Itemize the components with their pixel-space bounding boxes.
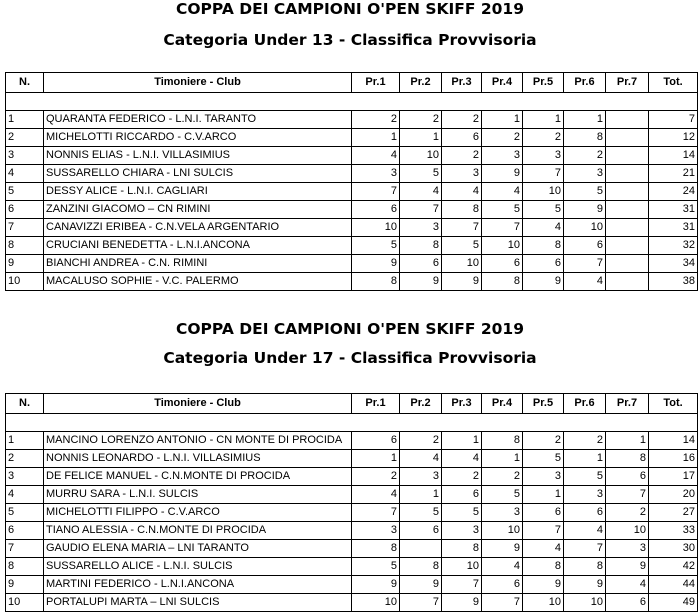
race-score-cell: 8	[564, 129, 606, 147]
race-score-cell: 5	[564, 183, 606, 201]
race-score-cell: 5	[442, 237, 482, 255]
race-score-cell: 8	[352, 273, 400, 291]
column-header: Timoniere - Club	[44, 394, 352, 414]
race-score-cell: 6	[352, 432, 400, 450]
race-score-cell: 4	[400, 183, 442, 201]
table-row	[6, 432, 698, 450]
race-score-cell: 8	[442, 201, 482, 219]
table-row	[6, 237, 698, 255]
sailor-club-cell: CANAVIZZI ERIBEA - C.N.VELA ARGENTARIO	[44, 219, 352, 237]
race-score-cell: 7	[482, 219, 523, 237]
rank-cell: 6	[6, 522, 44, 540]
race-score-cell: 8	[352, 540, 400, 558]
race-score-cell: 3	[482, 504, 523, 522]
table-row	[6, 165, 698, 183]
rank-cell: 2	[6, 450, 44, 468]
race-score-cell: 5	[442, 504, 482, 522]
race-score-cell: 6	[482, 576, 523, 594]
sailor-club-cell: MANCINO LORENZO ANTONIO - CN MONTE DI PROCIDA	[44, 432, 352, 450]
race-score-cell: 4	[482, 183, 523, 201]
race-score-cell: 1	[482, 450, 523, 468]
table-row	[6, 540, 698, 558]
race-score-cell: 1	[523, 486, 564, 504]
race-score-cell: 3	[482, 147, 523, 165]
race-score-cell: 10	[442, 255, 482, 273]
sailor-club-cell: SUSSARELLO CHIARA - LNI SULCIS	[44, 165, 352, 183]
race-score-cell	[606, 147, 649, 165]
sailor-club-cell: GAUDIO ELENA MARIA – LNI TARANTO	[44, 540, 352, 558]
total-cell: 30	[649, 540, 698, 558]
table-row	[6, 111, 698, 129]
rank-cell: 2	[6, 129, 44, 147]
race-score-cell: 3	[442, 165, 482, 183]
race-score-cell: 6	[482, 255, 523, 273]
sailor-club-cell: MICHELOTTI FILIPPO - C.V.ARCO	[44, 504, 352, 522]
race-score-cell: 6	[523, 504, 564, 522]
race-score-cell: 1	[606, 432, 649, 450]
race-score-cell: 3	[352, 165, 400, 183]
rank-cell: 3	[6, 468, 44, 486]
race-score-cell: 7	[523, 165, 564, 183]
race-score-cell: 2	[564, 432, 606, 450]
rank-cell: 9	[6, 255, 44, 273]
rank-cell: 4	[6, 165, 44, 183]
u17-title: COPPA DEI CAMPIONI O'PEN SKIFF 2019	[176, 320, 524, 338]
table-row	[6, 255, 698, 273]
sailor-club-cell: MACALUSO SOPHIE - V.C. PALERMO	[44, 273, 352, 291]
column-header: Timoniere - Club	[44, 73, 352, 93]
sailor-club-cell: DE FELICE MANUEL - C.N.MONTE DI PROCIDA	[44, 468, 352, 486]
rank-cell: 10	[6, 273, 44, 291]
column-header: Pr.6	[564, 394, 606, 414]
table-row	[6, 201, 698, 219]
rank-cell: 8	[6, 237, 44, 255]
race-score-cell: 4	[564, 522, 606, 540]
race-score-cell: 8	[564, 558, 606, 576]
race-score-cell: 10	[482, 522, 523, 540]
race-score-cell: 7	[442, 576, 482, 594]
total-cell: 17	[649, 468, 698, 486]
total-cell: 20	[649, 486, 698, 504]
race-score-cell: 9	[442, 594, 482, 612]
race-score-cell: 7	[442, 219, 482, 237]
race-score-cell: 9	[606, 558, 649, 576]
race-score-cell: 6	[442, 129, 482, 147]
rank-cell: 3	[6, 147, 44, 165]
total-cell: 31	[649, 219, 698, 237]
table-row	[6, 504, 698, 522]
race-score-cell: 1	[400, 486, 442, 504]
race-score-cell: 7	[523, 522, 564, 540]
total-cell: 21	[649, 165, 698, 183]
race-score-cell: 2	[442, 147, 482, 165]
race-score-cell	[606, 219, 649, 237]
total-cell: 34	[649, 255, 698, 273]
race-score-cell: 4	[482, 558, 523, 576]
race-score-cell: 10	[564, 219, 606, 237]
race-score-cell: 7	[482, 594, 523, 612]
race-score-cell: 9	[523, 273, 564, 291]
column-header: Pr.7	[606, 394, 649, 414]
race-score-cell: 4	[442, 183, 482, 201]
race-score-cell: 10	[606, 522, 649, 540]
race-score-cell: 3	[564, 486, 606, 504]
race-score-cell: 9	[564, 576, 606, 594]
sailor-club-cell: ZANZINI GIACOMO – CN RIMINI	[44, 201, 352, 219]
race-score-cell: 3	[400, 219, 442, 237]
race-score-cell: 1	[564, 111, 606, 129]
race-score-cell: 6	[352, 201, 400, 219]
race-score-cell: 2	[523, 432, 564, 450]
total-cell: 42	[649, 558, 698, 576]
race-score-cell: 7	[564, 540, 606, 558]
table-row	[6, 219, 698, 237]
column-header: N.	[6, 394, 44, 414]
race-score-cell: 10	[352, 594, 400, 612]
race-score-cell: 4	[352, 486, 400, 504]
race-score-cell: 2	[352, 111, 400, 129]
race-score-cell: 9	[523, 576, 564, 594]
column-header: Pr.1	[352, 394, 400, 414]
race-score-cell: 2	[400, 111, 442, 129]
total-cell: 31	[649, 201, 698, 219]
table-row	[6, 273, 698, 291]
table-row	[6, 594, 698, 612]
u13-results-table	[5, 72, 698, 291]
race-score-cell: 4	[523, 219, 564, 237]
column-header: Pr.5	[523, 394, 564, 414]
race-score-cell: 3	[523, 147, 564, 165]
sailor-club-cell: NONNIS LEONARDO - L.N.I. VILLASIMIUS	[44, 450, 352, 468]
race-score-cell: 8	[523, 237, 564, 255]
race-score-cell: 3	[564, 165, 606, 183]
sailor-club-cell: TIANO ALESSIA - C.N.MONTE DI PROCIDA	[44, 522, 352, 540]
u13-title: COPPA DEI CAMPIONI O'PEN SKIFF 2019	[176, 0, 524, 18]
rank-cell: 4	[6, 486, 44, 504]
race-score-cell: 7	[606, 486, 649, 504]
race-score-cell: 8	[523, 558, 564, 576]
race-score-cell	[606, 255, 649, 273]
sailor-club-cell: CRUCIANI BENEDETTA - L.N.I.ANCONA	[44, 237, 352, 255]
rank-cell: 8	[6, 558, 44, 576]
race-score-cell: 6	[442, 486, 482, 504]
sailor-club-cell: MURRU SARA - L.N.I. SULCIS	[44, 486, 352, 504]
race-score-cell: 3	[606, 540, 649, 558]
rank-cell: 6	[6, 201, 44, 219]
total-cell: 24	[649, 183, 698, 201]
race-score-cell: 2	[400, 432, 442, 450]
column-header: Pr.5	[523, 73, 564, 93]
column-header: Pr.4	[482, 394, 523, 414]
race-score-cell: 9	[352, 255, 400, 273]
race-score-cell: 9	[482, 165, 523, 183]
race-score-cell: 5	[482, 201, 523, 219]
u13-subtitle: Categoria Under 13 - Classifica Provvisoria	[163, 31, 537, 49]
race-score-cell: 1	[400, 129, 442, 147]
race-score-cell: 9	[400, 576, 442, 594]
race-score-cell: 2	[564, 147, 606, 165]
sailor-club-cell: SUSSARELLO ALICE - L.N.I. SULCIS	[44, 558, 352, 576]
table-row	[6, 147, 698, 165]
race-score-cell	[606, 129, 649, 147]
race-score-cell: 1	[564, 450, 606, 468]
header-gap	[6, 93, 698, 111]
column-header: Pr.6	[564, 73, 606, 93]
race-score-cell: 7	[352, 183, 400, 201]
race-score-cell: 8	[482, 273, 523, 291]
sailor-club-cell: DESSY ALICE - L.N.I. CAGLIARI	[44, 183, 352, 201]
race-score-cell: 4	[400, 450, 442, 468]
column-header: Pr.3	[442, 394, 482, 414]
column-header: Tot.	[649, 73, 698, 93]
race-score-cell: 1	[352, 450, 400, 468]
race-score-cell	[606, 165, 649, 183]
race-score-cell: 8	[482, 432, 523, 450]
race-score-cell	[606, 201, 649, 219]
race-score-cell: 1	[523, 111, 564, 129]
race-score-cell	[606, 183, 649, 201]
race-score-cell: 9	[352, 576, 400, 594]
race-score-cell: 5	[352, 558, 400, 576]
table-row	[6, 522, 698, 540]
race-score-cell: 5	[564, 468, 606, 486]
total-cell: 14	[649, 432, 698, 450]
column-header: Pr.4	[482, 73, 523, 93]
race-score-cell: 6	[564, 504, 606, 522]
race-score-cell: 4	[564, 273, 606, 291]
race-score-cell: 10	[352, 219, 400, 237]
race-score-cell: 8	[442, 540, 482, 558]
total-cell: 14	[649, 147, 698, 165]
column-header: Pr.1	[352, 73, 400, 93]
race-score-cell: 6	[564, 237, 606, 255]
race-score-cell: 10	[523, 183, 564, 201]
race-score-cell: 2	[442, 468, 482, 486]
u17-results-table	[5, 393, 698, 612]
race-score-cell: 8	[400, 558, 442, 576]
sailor-club-cell: MICHELOTTI RICCARDO - C.V.ARCO	[44, 129, 352, 147]
rank-cell: 1	[6, 432, 44, 450]
race-score-cell: 4	[523, 540, 564, 558]
column-header: Pr.2	[400, 394, 442, 414]
column-header: N.	[6, 73, 44, 93]
race-score-cell: 7	[400, 201, 442, 219]
column-header: Pr.2	[400, 73, 442, 93]
race-score-cell: 5	[352, 237, 400, 255]
race-score-cell: 7	[352, 504, 400, 522]
header-row	[6, 73, 698, 93]
race-score-cell: 10	[482, 237, 523, 255]
column-header: Pr.3	[442, 73, 482, 93]
sailor-club-cell: QUARANTA FEDERICO - L.N.I. TARANTO	[44, 111, 352, 129]
race-score-cell: 8	[606, 450, 649, 468]
race-score-cell: 1	[352, 129, 400, 147]
race-score-cell: 6	[606, 468, 649, 486]
total-cell: 16	[649, 450, 698, 468]
sailor-club-cell: PORTALUPI MARTA – LNI SULCIS	[44, 594, 352, 612]
race-score-cell: 1	[482, 111, 523, 129]
race-score-cell: 7	[564, 255, 606, 273]
race-score-cell: 2	[482, 468, 523, 486]
race-score-cell: 3	[442, 522, 482, 540]
column-header: Pr.7	[606, 73, 649, 93]
total-cell: 38	[649, 273, 698, 291]
rank-cell: 10	[6, 594, 44, 612]
race-score-cell: 10	[442, 558, 482, 576]
sailor-club-cell: BIANCHI ANDREA - C.N. RIMINI	[44, 255, 352, 273]
table-row	[6, 558, 698, 576]
header-gap	[6, 414, 698, 432]
race-score-cell: 4	[352, 147, 400, 165]
race-score-cell: 3	[352, 522, 400, 540]
table-row	[6, 468, 698, 486]
sailor-club-cell: NONNIS ELIAS - L.N.I. VILLASIMIUS	[44, 147, 352, 165]
u17-subtitle: Categoria Under 17 - Classifica Provvisoria	[163, 349, 537, 367]
race-score-cell: 5	[523, 201, 564, 219]
total-cell: 44	[649, 576, 698, 594]
table-row	[6, 576, 698, 594]
race-score-cell: 2	[352, 468, 400, 486]
table-row	[6, 183, 698, 201]
total-cell: 32	[649, 237, 698, 255]
race-score-cell: 6	[400, 522, 442, 540]
total-cell: 7	[649, 111, 698, 129]
race-score-cell: 3	[523, 468, 564, 486]
rank-cell: 5	[6, 183, 44, 201]
race-score-cell: 9	[564, 201, 606, 219]
column-header: Tot.	[649, 394, 698, 414]
rank-cell: 7	[6, 219, 44, 237]
race-score-cell: 2	[482, 129, 523, 147]
race-score-cell: 10	[523, 594, 564, 612]
race-score-cell: 8	[400, 237, 442, 255]
race-score-cell: 9	[400, 273, 442, 291]
race-score-cell: 9	[482, 540, 523, 558]
table-row	[6, 129, 698, 147]
table-row	[6, 486, 698, 504]
race-score-cell: 4	[606, 576, 649, 594]
race-score-cell: 2	[442, 111, 482, 129]
race-score-cell: 6	[523, 255, 564, 273]
rank-cell: 7	[6, 540, 44, 558]
race-score-cell: 5	[400, 504, 442, 522]
race-score-cell	[606, 273, 649, 291]
total-cell: 49	[649, 594, 698, 612]
race-score-cell: 2	[606, 504, 649, 522]
race-score-cell: 6	[400, 255, 442, 273]
header-row	[6, 394, 698, 414]
race-score-cell: 2	[523, 129, 564, 147]
rank-cell: 1	[6, 111, 44, 129]
race-score-cell: 9	[442, 273, 482, 291]
race-score-cell: 10	[564, 594, 606, 612]
rank-cell: 5	[6, 504, 44, 522]
race-score-cell: 3	[400, 468, 442, 486]
race-score-cell: 5	[482, 486, 523, 504]
race-score-cell: 6	[606, 594, 649, 612]
race-score-cell	[400, 540, 442, 558]
race-score-cell: 10	[400, 147, 442, 165]
total-cell: 27	[649, 504, 698, 522]
race-score-cell: 7	[400, 594, 442, 612]
race-score-cell	[606, 237, 649, 255]
race-score-cell: 4	[442, 450, 482, 468]
sailor-club-cell: MARTINI FEDERICO - L.N.I.ANCONA	[44, 576, 352, 594]
table-row	[6, 450, 698, 468]
race-score-cell: 1	[442, 432, 482, 450]
total-cell: 33	[649, 522, 698, 540]
race-score-cell: 5	[400, 165, 442, 183]
rank-cell: 9	[6, 576, 44, 594]
total-cell: 12	[649, 129, 698, 147]
race-score-cell: 5	[523, 450, 564, 468]
race-score-cell	[606, 111, 649, 129]
